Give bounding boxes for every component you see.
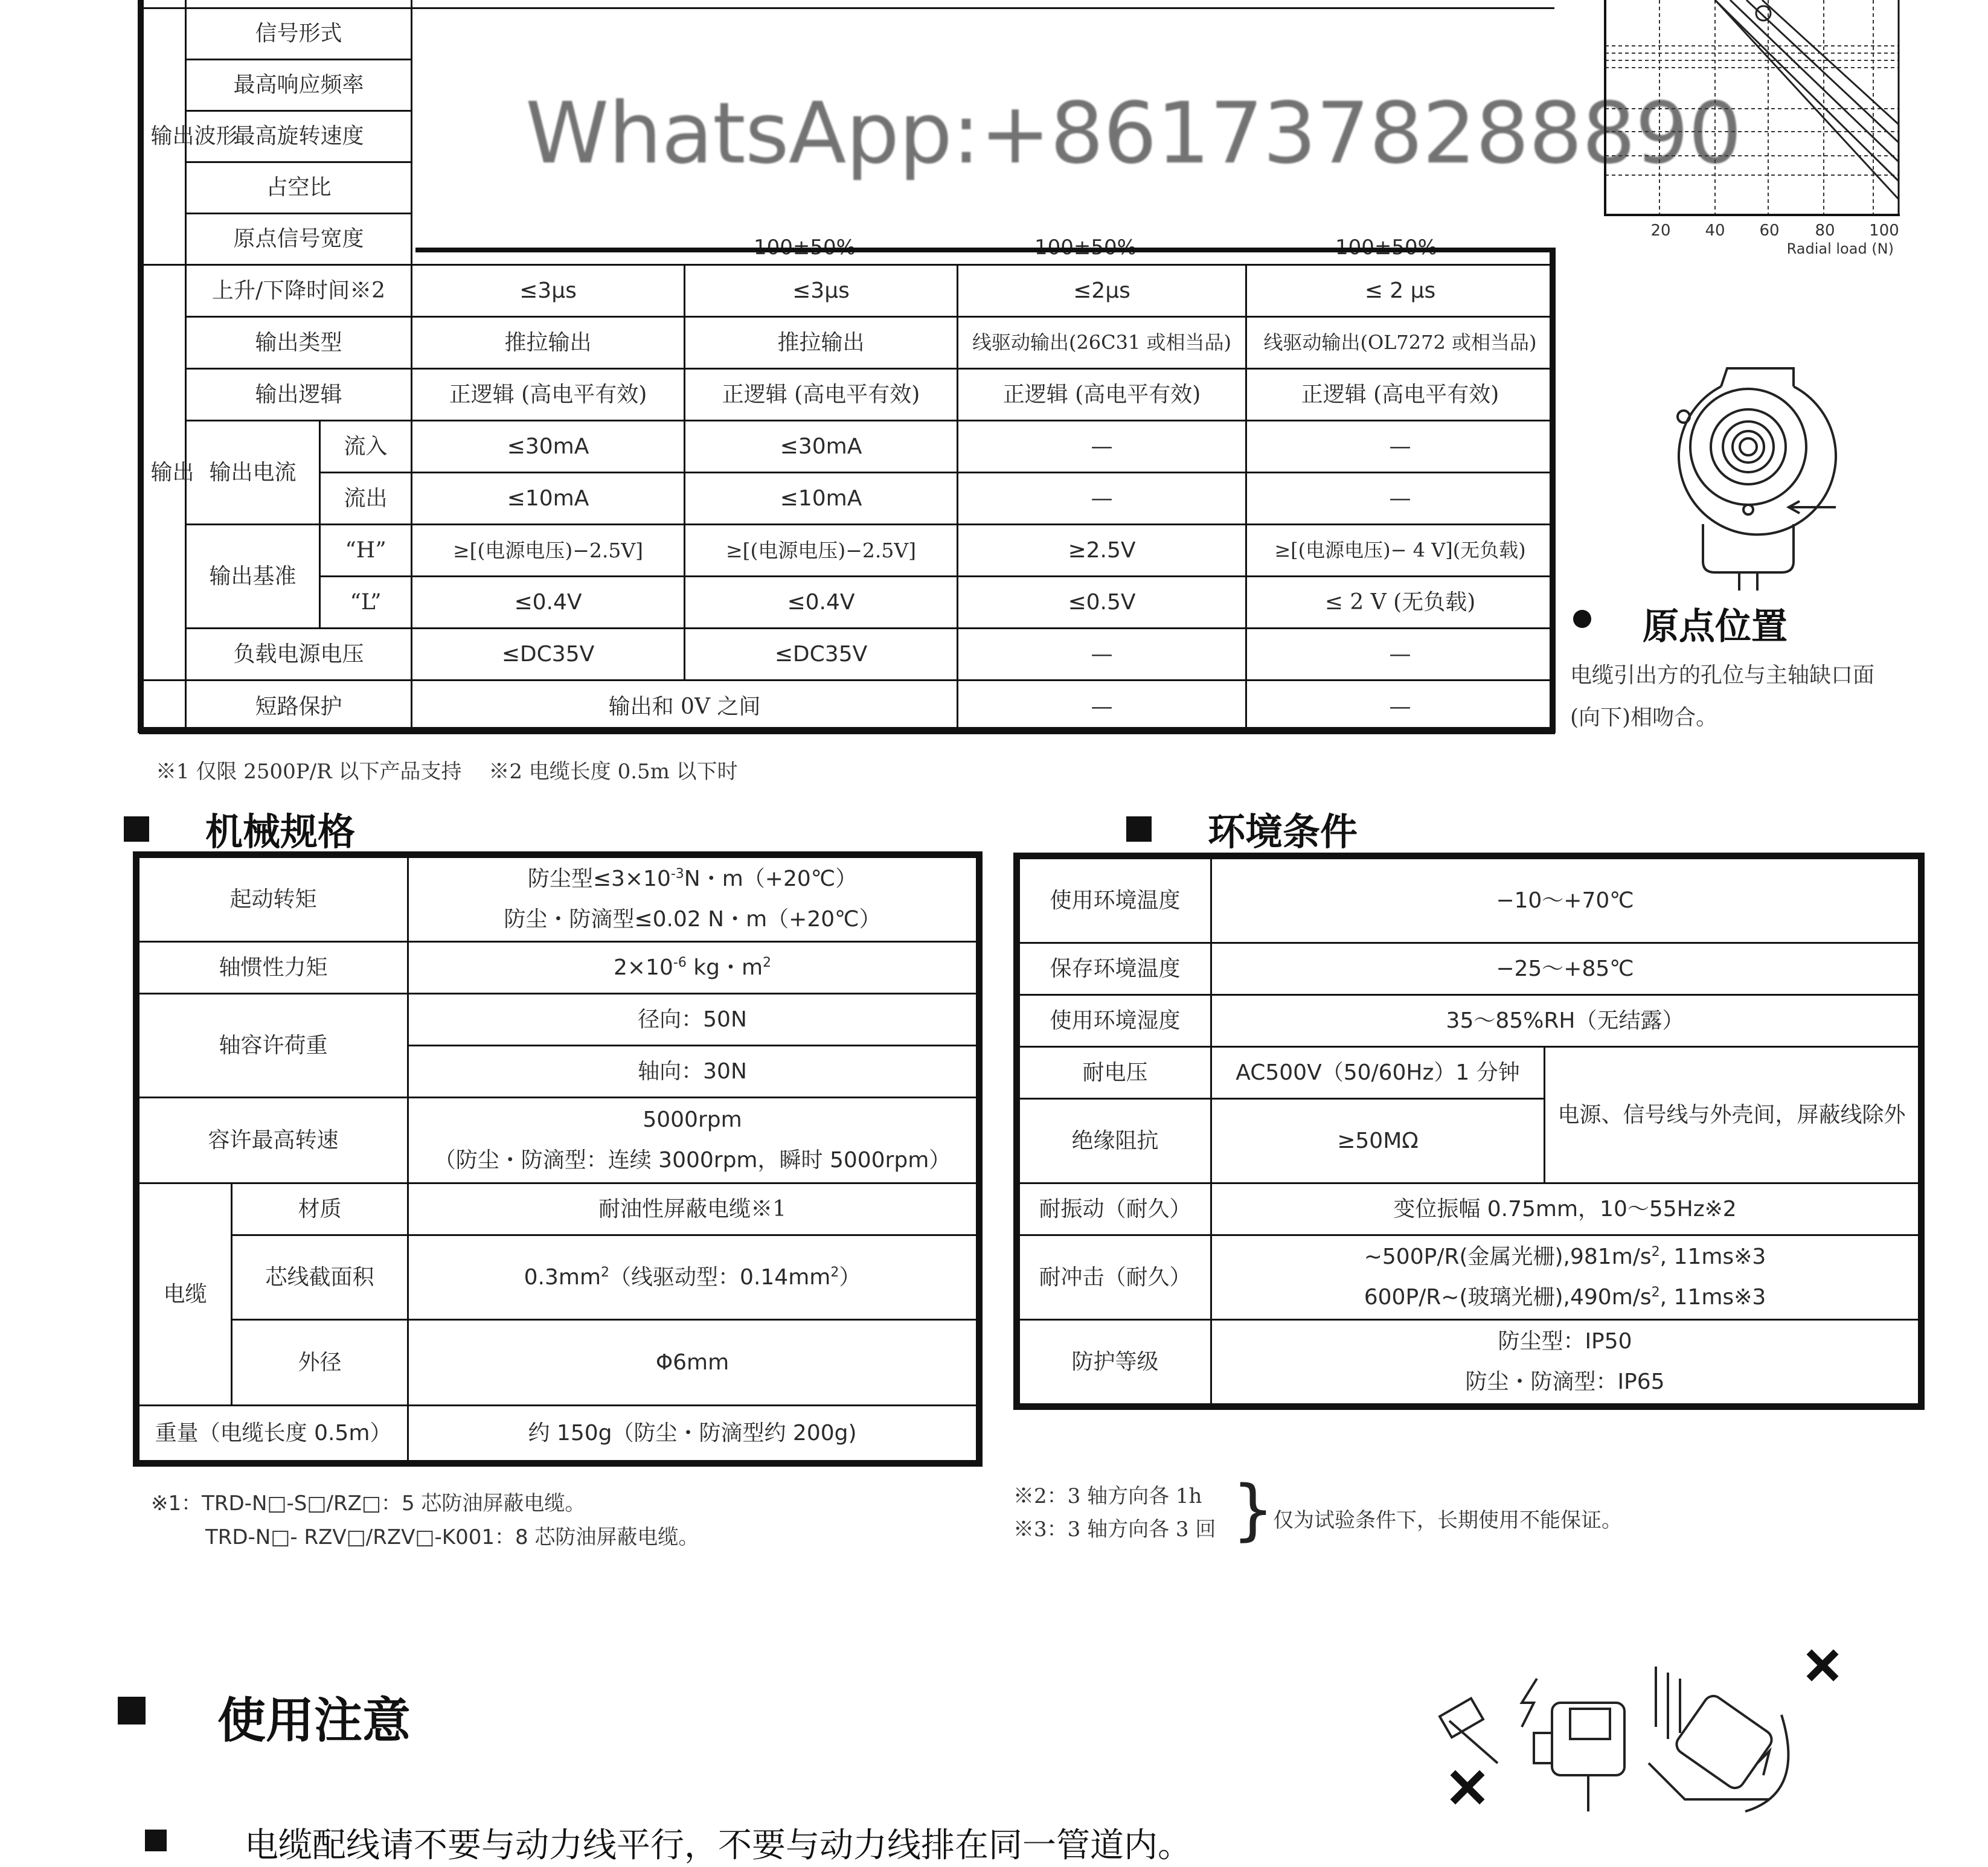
x-axis-label: Radial load (N) (1786, 240, 1894, 257)
group-label-output: 输出 (140, 265, 186, 681)
table-cell: 正逻辑 (高电平有效) (1246, 369, 1554, 421)
watermark: WhatsApp:+8617378288890 (525, 85, 1742, 183)
table-cell: — (958, 473, 1246, 525)
table-cell: 约 150g（防尘・防滴型约 200g) (408, 1406, 977, 1461)
table-bottom-rule (138, 727, 1556, 733)
x-tick: 100 (1869, 222, 1899, 240)
table-cell: 推拉输出 (412, 317, 685, 369)
x-tick: 40 (1705, 222, 1725, 240)
origin-title: 原点位置 (1643, 606, 1788, 648)
row-label: 输出逻辑 (186, 369, 412, 421)
row-label: 信号形式 (186, 8, 412, 60)
row-label: 耐电压 (1019, 1047, 1211, 1099)
env-spec-table (1013, 853, 1925, 1410)
row-label: 容许最高转速 (139, 1098, 408, 1183)
shock-line-1-tail: , 11ms※3 (1659, 1244, 1766, 1269)
table-cell: 正逻辑 (高电平有效) (412, 369, 685, 421)
usage-title: 使用注意 (217, 1692, 411, 1749)
row-label: 上升/下降时间※2 (186, 265, 412, 317)
env-note-2: ※2：3 轴方向各 1h (1013, 1484, 1202, 1508)
table-cell: ≤0.5V (958, 577, 1246, 629)
prot-line-2: 防尘・防滴型：IP65 (1465, 1369, 1665, 1394)
usage-bullet (118, 1697, 146, 1727)
prot-line-1: 防尘型：IP50 (1498, 1328, 1632, 1354)
table-cell: 推拉输出 (685, 317, 958, 369)
sup: -3 (670, 866, 684, 882)
table-cell: ≤2μs (958, 265, 1246, 317)
group-label-wave: 输出波形 (140, 8, 186, 265)
table-cell: — (1246, 473, 1554, 525)
table-cell: ≥[(电源电压)− 4 V](无负载) (1246, 525, 1554, 577)
table-cell (408, 1235, 977, 1320)
bullet-dot (1573, 610, 1591, 628)
table-cell (1211, 1235, 1919, 1320)
table-cell (140, 681, 186, 734)
table-cell: 输出和 0V 之间 (412, 681, 958, 734)
brace-icon: } (1232, 1471, 1274, 1548)
row-sublabel: 材质 (232, 1183, 408, 1235)
row-label: 最高旋转速度 (186, 111, 412, 162)
torque-line-2: 防尘・防滴型≤0.02 N・m（+20℃） (504, 906, 881, 932)
table-cell: 35～85%RH（无结露） (1211, 995, 1919, 1047)
table-cell: AC500V（50/60Hz）1 分钟 (1211, 1047, 1545, 1099)
mech-note-2: TRD-N□- RZV□/RZV□-K001：8 芯防油屏蔽电缆。 (205, 1525, 699, 1549)
table-cell: ≤0.4V (685, 577, 958, 629)
shock-line-2: 600P/R~(玻璃光栅),490m/s (1364, 1284, 1652, 1310)
table-cell: Φ6mm (408, 1320, 977, 1406)
row-label: 轴惯性力矩 (139, 942, 408, 994)
table-cell (408, 1098, 977, 1183)
x-tick: 20 (1650, 222, 1671, 240)
core-c: ） (839, 1264, 861, 1290)
radial-load-graph (1594, 0, 1908, 266)
table-cell: 轴向：30N (408, 1046, 977, 1098)
env-title: 环境条件 (1208, 810, 1358, 854)
table-cell: 线驱动输出(26C31 或相当品) (958, 317, 1246, 369)
table-cell: −25～+85℃ (1211, 943, 1919, 995)
usage-item-bullet (145, 1830, 167, 1854)
torque-line-1-tail: N・m（+20℃） (684, 866, 858, 891)
sup: 2 (601, 1264, 610, 1280)
x-tick: 60 (1759, 222, 1780, 240)
row-label: 防护等级 (1019, 1320, 1211, 1404)
shock-line-2-tail: , 11ms※3 (1659, 1284, 1766, 1310)
row-label: 重量（电缆长度 0.5m） (139, 1406, 408, 1461)
table-cell: ≤10mA (685, 473, 958, 525)
table-left-rule (138, 0, 144, 733)
table-cell: — (958, 681, 1246, 734)
table-header-rule (415, 248, 1556, 252)
table-cell: 正逻辑 (高电平有效) (958, 369, 1246, 421)
table-cell: ≤ 2 μs (1246, 265, 1554, 317)
row-label: 占空比 (186, 162, 412, 214)
table-cell: ≥[(电源电压)−2.5V] (412, 525, 685, 577)
usage-item-1: 电缆配线请不要与动力线平行，不要与动力线排在同一管道内。 (245, 1826, 1191, 1865)
x-tick: 80 (1815, 222, 1835, 240)
table-cell: ≤DC35V (412, 629, 685, 681)
table-cell: ≤10mA (412, 473, 685, 525)
sup: 2 (1651, 1244, 1660, 1260)
speed-line-2: （防尘・防滴型：连续 3000rpm，瞬时 5000rpm） (434, 1147, 951, 1173)
table-cell: 变位振幅 0.75mm，10～55Hz※2 (1211, 1183, 1919, 1235)
row-label: 绝缘阻抗 (1019, 1099, 1211, 1183)
row-label: 最高响应频率 (186, 60, 412, 111)
row-sublabel: 流出 (320, 473, 412, 525)
row-label: 短路保护 (186, 681, 412, 734)
caution-svg (1431, 1642, 1854, 1824)
row-sublabel: “H” (320, 525, 412, 577)
sup: -6 (673, 955, 687, 970)
core-b: （线驱动型：0.14mm (609, 1264, 831, 1290)
table-cell: 线驱动输出(OL7272 或相当品) (1246, 317, 1554, 369)
sup: 2 (763, 955, 772, 970)
row-sublabel: 芯线截面积 (232, 1235, 408, 1320)
row-label: 负载电源电压 (186, 629, 412, 681)
inertia-a: 2×10 (613, 955, 673, 980)
table-cell (412, 0, 1554, 8)
row-label: 输出类型 (186, 317, 412, 369)
sup: 2 (1651, 1284, 1660, 1300)
row-sublabel: 外径 (232, 1320, 408, 1406)
table-cell: ≤ 2 V (无负载) (1246, 577, 1554, 629)
row-label: 耐振动（耐久） (1019, 1183, 1211, 1235)
table-cell: ≤DC35V (685, 629, 958, 681)
table-right-rule (1550, 248, 1556, 733)
speed-line-1: 5000rpm (643, 1107, 742, 1132)
env-note-3: ※3：3 轴方向各 3 回 (1013, 1517, 1216, 1542)
origin-desc-1: 电缆引出方的孔位与主轴缺口面 (1570, 663, 1875, 688)
table-cell: ≤30mA (412, 421, 685, 473)
row-label: 使用环境温度 (1019, 859, 1211, 943)
table-cell: ≤3μs (412, 265, 685, 317)
row-label: 输出基准 (186, 525, 320, 629)
table-cell: ≤0.4V (412, 577, 685, 629)
table-cell (186, 0, 412, 8)
row-label: 耐冲击（耐久） (1019, 1235, 1211, 1320)
env-bullet (1126, 816, 1152, 844)
table-cell: 正逻辑 (高电平有效) (685, 369, 958, 421)
mech-title: 机械规格 (205, 810, 356, 854)
table-cell: — (1246, 681, 1554, 734)
table-cell (140, 0, 186, 8)
table-cell: 径向：50N (408, 994, 977, 1046)
mech-spec-table (133, 851, 983, 1467)
inertia-b: kg・m (686, 955, 763, 980)
table-cell: — (1246, 629, 1554, 681)
row-label: 电缆 (139, 1183, 232, 1406)
sup: 2 (830, 1264, 839, 1280)
torque-line-1: 防尘型≤3×10 (527, 866, 671, 891)
table-cell (408, 942, 977, 994)
row-label: 起动转矩 (139, 857, 408, 942)
table-cell: — (1246, 421, 1554, 473)
table-cell: ≤3μs (685, 265, 958, 317)
graph-svg (1594, 0, 1908, 266)
row-label: 原点信号宽度 (186, 214, 412, 265)
table-cell: 耐油性屏蔽电缆※1 (408, 1183, 977, 1235)
table-cell: ≥2.5V (958, 525, 1246, 577)
table-cell: ≥[(电源电压)−2.5V] (685, 525, 958, 577)
row-label: 轴容许荷重 (139, 994, 408, 1098)
output-footnote: ※1 仅限 2500P/R 以下产品支持 ※2 电缆长度 0.5m 以下时 (156, 760, 738, 784)
row-label: 保存环境温度 (1019, 943, 1211, 995)
origin-desc-2: (向下)相吻合。 (1570, 705, 1718, 730)
mech-note-1: ※1：TRD-N□-S□/RZ□：5 芯防油屏蔽电缆。 (151, 1491, 586, 1516)
table-cell: −10～+70℃ (1211, 859, 1919, 943)
table-cell (1211, 1320, 1919, 1404)
core-a: 0.3mm (524, 1264, 601, 1290)
row-label: 使用环境湿度 (1019, 995, 1211, 1047)
encoder-svg (1655, 362, 1848, 604)
table-cell: ≥50MΩ (1211, 1099, 1545, 1183)
env-brace-note: 仅为试验条件下，长期使用不能保证。 (1273, 1508, 1622, 1532)
caution-illustration (1431, 1642, 1854, 1824)
table-cell: ≤30mA (685, 421, 958, 473)
table-cell: — (958, 629, 1246, 681)
table-cell (408, 857, 977, 942)
encoder-drawing (1655, 362, 1848, 604)
shock-line-1: ~500P/R(金属光栅),981m/s (1364, 1244, 1652, 1269)
table-cell: 电源、信号线与外壳间，屏蔽线除外 (1545, 1047, 1919, 1183)
mech-bullet (124, 816, 149, 844)
row-sublabel: 流入 (320, 421, 412, 473)
row-label: 输出电流 (186, 421, 320, 525)
table-cell: — (958, 421, 1246, 473)
row-sublabel: “L” (320, 577, 412, 629)
